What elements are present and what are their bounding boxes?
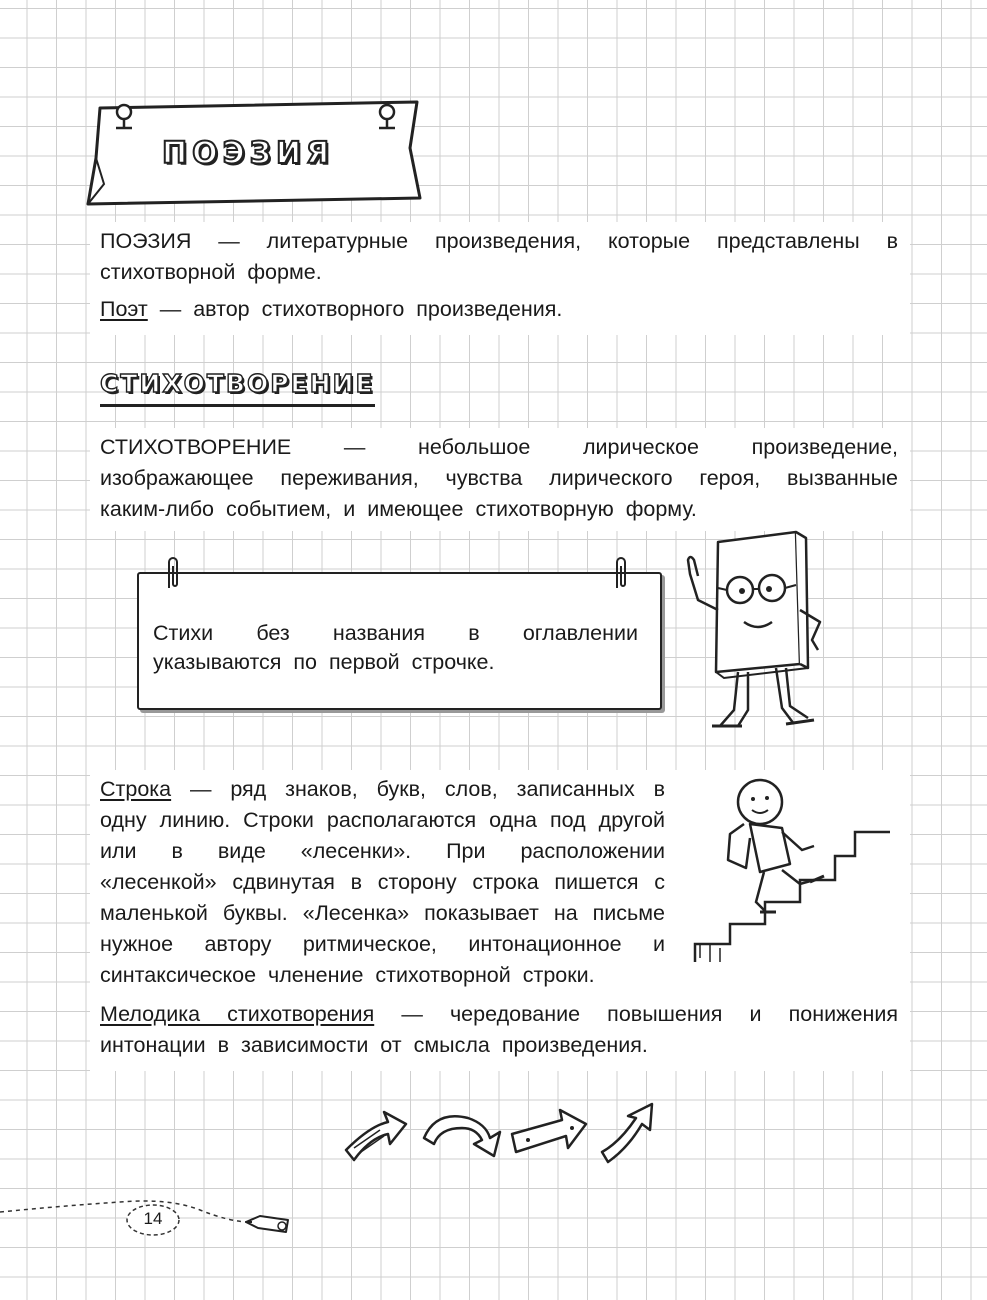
poem-definition-text: — небольшое лирическое произведение, изображающее переживания, чувства лирического героя, вызванные каким-либо событием, и имеющее стихотворную форму. xyxy=(100,435,898,521)
pencil-icon xyxy=(246,1216,288,1232)
note-card xyxy=(137,572,662,710)
arrow-icon xyxy=(602,1104,652,1162)
melody-definition-text: — чередование повышения и понижения интонации в зависимости от смысла произведения. xyxy=(100,1002,898,1057)
page-title: ПОЭЗИЯ xyxy=(162,136,335,171)
paperclip-icon xyxy=(611,554,631,592)
poet-definition-text: — автор стихотворного произведения. xyxy=(147,297,563,321)
poetry-definition xyxy=(100,226,898,288)
poem-heading: СТИХОТВОРЕНИЕ xyxy=(100,368,375,407)
arrow-icon xyxy=(512,1110,586,1152)
poetry-definition-block xyxy=(90,222,910,335)
arrow-icon xyxy=(424,1116,500,1156)
poetry-definition-text: — литературные произведения, которые представлены в стихотворной форме. xyxy=(100,229,898,284)
poetry-term: ПОЭЗИЯ xyxy=(100,229,192,253)
poet-term: Поэт xyxy=(100,297,148,321)
poem-term: СТИХОТВОРЕНИЕ xyxy=(100,435,292,459)
melody-term: Мелодика стихотворения xyxy=(100,1002,375,1026)
stairs-climber-icon xyxy=(690,772,895,972)
poet-definition xyxy=(100,294,898,325)
poem-definition xyxy=(100,432,898,525)
page-number: 14 xyxy=(143,1209,163,1228)
row-definition-text: — ряд знаков, букв, слов, записанных в одну линию. Строки располагаются одна под другой или в виде «лесенки». При расположении «лесенкой» сдвинутая в сторону строка пишется с маленькой буквы. «Лесенка» показывает на письме нужное автору ритмическое, интонационное и синтаксическое членение стихотворной строки. xyxy=(100,777,665,987)
paperclip-icon xyxy=(163,554,183,592)
melody-definition xyxy=(100,999,898,1061)
book-character-icon xyxy=(668,530,838,750)
poem-definition-block xyxy=(90,428,910,531)
arrows-decoration xyxy=(340,1098,660,1168)
note-text: Стихи без названия в оглавлении указываются по первой строчке. xyxy=(153,621,638,674)
title-banner xyxy=(82,98,427,210)
arrow-icon xyxy=(346,1112,406,1160)
row-definition xyxy=(100,774,665,991)
row-term: Строка xyxy=(100,777,172,801)
